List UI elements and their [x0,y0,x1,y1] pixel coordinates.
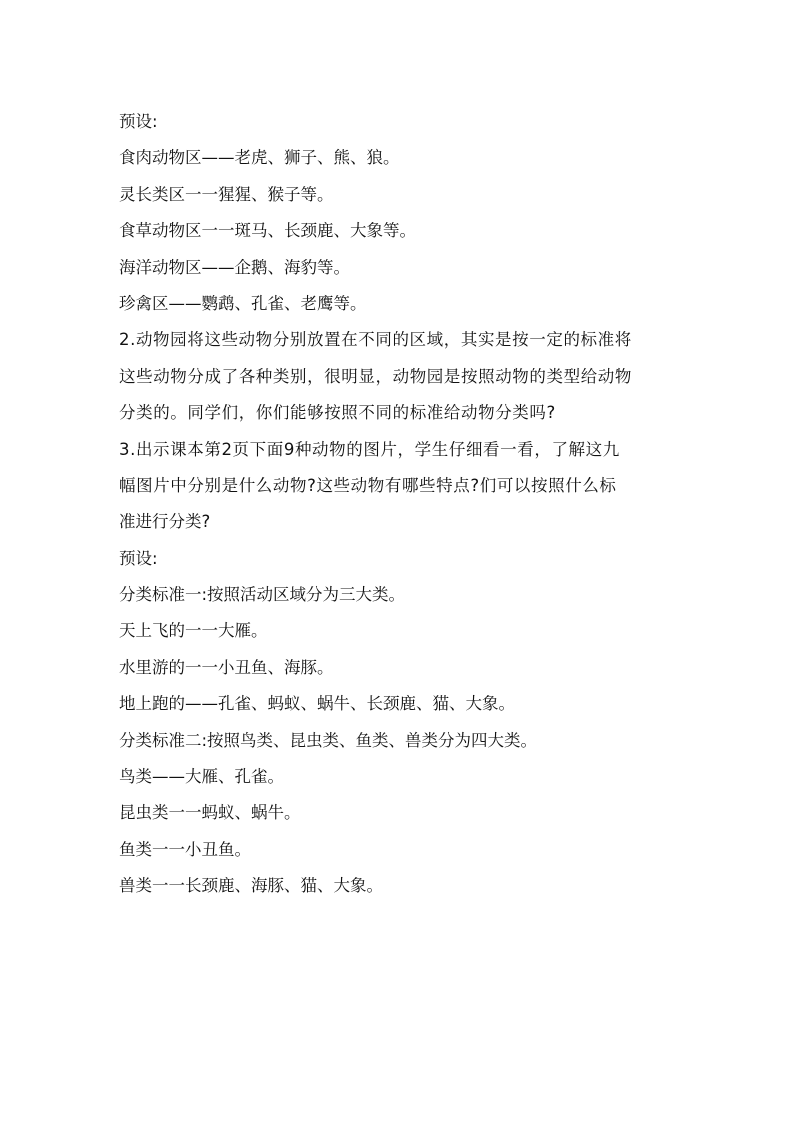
fish-line: 鱼类一一小丑鱼。 [119,839,251,859]
primate-zone-line: 灵长类区一一猩猩、猴子等。 [119,184,334,204]
water-swimmers-line: 水里游的一一小丑鱼、海豚。 [119,657,334,677]
carnivore-zone-line: 食肉动物区——老虎、狮子、熊、狼。 [119,148,400,168]
paragraph-2-line-1: 2.动物园将这些动物分别放置在不同的区域，其实是按一定的标准将 [119,330,632,350]
ground-runners-line: 地上跑的——孔雀、蚂蚁、蜗牛、长颈鹿、猫、大象。 [119,694,515,714]
classification-standard-2: 分类标准二:按照鸟类、昆虫类、鱼类、兽类分为四大类。 [119,730,538,750]
paragraph-3-line-1: 3.出示课本第2页下面9种动物的图片，学生仔细看一看，了解这九 [119,439,620,459]
paragraph-2-line-3: 分类的。同学们，你们能够按照不同的标准给动物分类吗? [119,403,556,423]
paragraph-2-line-2: 这些动物分成了各种类别，很明显，动物园是按照动物的类型给动物 [119,366,632,386]
classification-standard-1: 分类标准一:按照活动区域分为三大类。 [119,585,406,605]
paragraph-3-line-3: 准进行分类? [119,512,211,532]
marine-zone-line: 海洋动物区——企鹅、海豹等。 [119,257,350,277]
herbivore-zone-line: 食草动物区一一斑马、长颈鹿、大象等。 [119,221,416,241]
document-body [119,104,679,905]
birds-line: 鸟类——大雁、孔雀。 [119,767,284,787]
preset-label-1: 预设: [119,112,158,131]
sky-flyers-line: 天上飞的一一大雁。 [119,621,268,641]
rare-bird-zone-line: 珍禽区——鹦鹉、孔雀、老鹰等。 [119,293,367,313]
preset-label-2: 预设: [119,548,158,568]
insects-line: 昆虫类一一蚂蚁、蜗牛。 [119,803,301,823]
paragraph-3-line-2: 幅图片中分别是什么动物?这些动物有哪些特点?们可以按照什么标 [119,475,617,495]
mammals-line: 兽类一一长颈鹿、海豚、猫、大象。 [119,876,383,896]
